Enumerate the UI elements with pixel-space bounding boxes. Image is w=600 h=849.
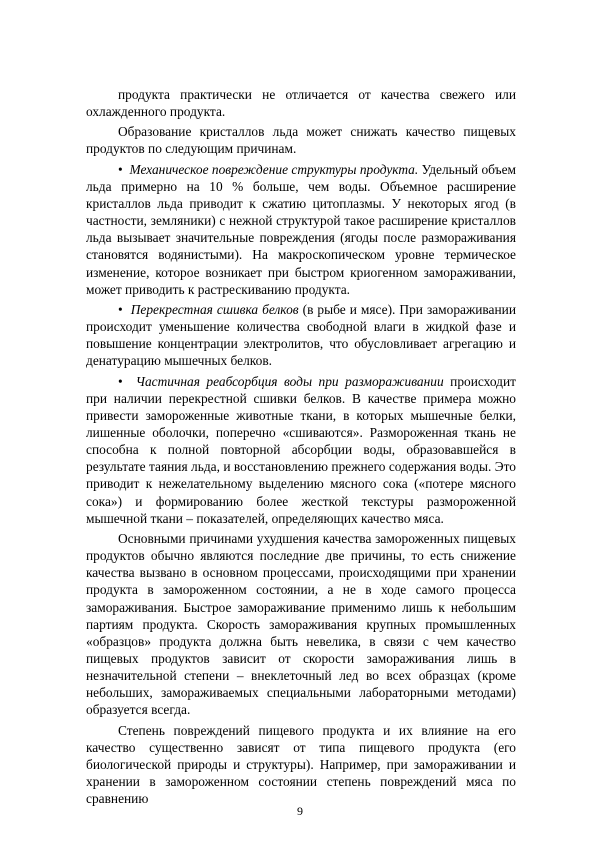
- list-item-title: Механическое повреждение структуры продукта.: [129, 161, 419, 177]
- bullet: •: [118, 161, 123, 177]
- page-number: 9: [297, 804, 303, 818]
- list-item-mechanical-damage: [86, 161, 516, 298]
- list-item-text: происходит при наличии перекрестной сшивки белков. В качестве примера можно привести замороженные животные ткани, в которых мышечные белки, лишенные оболочки, поперечно «сшиваются». Размороженная ткань не способна к полной повторной абсорбции воды, образовавшейся в результате таяния льда, и восстановлению прежнего содержания воды. Это приводит к нежелательному выделению мясного сока («потере мясного сока») и формированию более жесткой текстуры размороженной мышечной ткани – показателей, определяющих качество мяса.: [86, 373, 516, 526]
- bullet: •: [118, 373, 123, 389]
- list-item-protein-crosslinking: [86, 301, 516, 370]
- paragraph-damage-degree: Степень повреждений пищевого продукта и их влияние на его качество существенно зависят от типа пищевого продукта (его биологической природы и структуры). Например, при замораживании и хранении в замороженном состоянии степень повреждений мяса по сравнению: [86, 722, 516, 807]
- paragraph-main-causes: Основными причинами ухудшения качества замороженных пищевых продуктов обычно являются последние две причины, то есть снижение качества вызвано в основном процессами, происходящими при хранении продукта в замороженном состоянии, а не в ходе самого процесса замораживания. Быстрое замораживание применимо лишь к небольшим партиям продукта. Скорость замораживания крупных промышленных «образцов» продукта должна быть невелика, в связи с чем качество пищевых продуктов зависит от скорости замораживания лишь в незначительной степени – внеклеточный лед во всех образцах (кроме небольших, замораживаемых специальными лабораторными методами) образуется всегда.: [86, 530, 516, 718]
- list-item-water-reabsorption: [86, 373, 516, 527]
- paragraph-ice-crystals-intro: Образование кристаллов льда может снижать качество пищевых продуктов по следующим причинам.: [86, 124, 516, 157]
- list-item-title: Перекрестная сшивка белков: [130, 301, 299, 317]
- body-text: [86, 86, 516, 807]
- list-item-title: Частичная реабсорбция воды при размораживании: [135, 373, 444, 389]
- list-item-text: (в рыбе и мясе). При замораживании происходит уменьшение количества свободной влаги в жидкой фазе и повышение концентрации электролитов, что обусловливает агрегацию и денатурацию мышечных белков.: [86, 301, 516, 369]
- list-item-text: Удельный объем льда примерно на 10 % больше, чем воды. Объемное расширение кристаллов льда приводит к сжатию цитоплазмы. У некоторых ягод (в частности, земляники) с нежной структурой такое расширение кристаллов льда вызывает значительные повреждения (ягоды после размораживания становятся водянистыми). На макроскопическом уровне термическое изменение, которое возникает при быстром криогенном замораживании, может приводить к растрескиванию продукта.: [86, 161, 517, 297]
- paragraph-continuation: продукта практически не отличается от качества свежего или охлажденного продукта.: [86, 87, 516, 120]
- bullet: •: [118, 301, 123, 317]
